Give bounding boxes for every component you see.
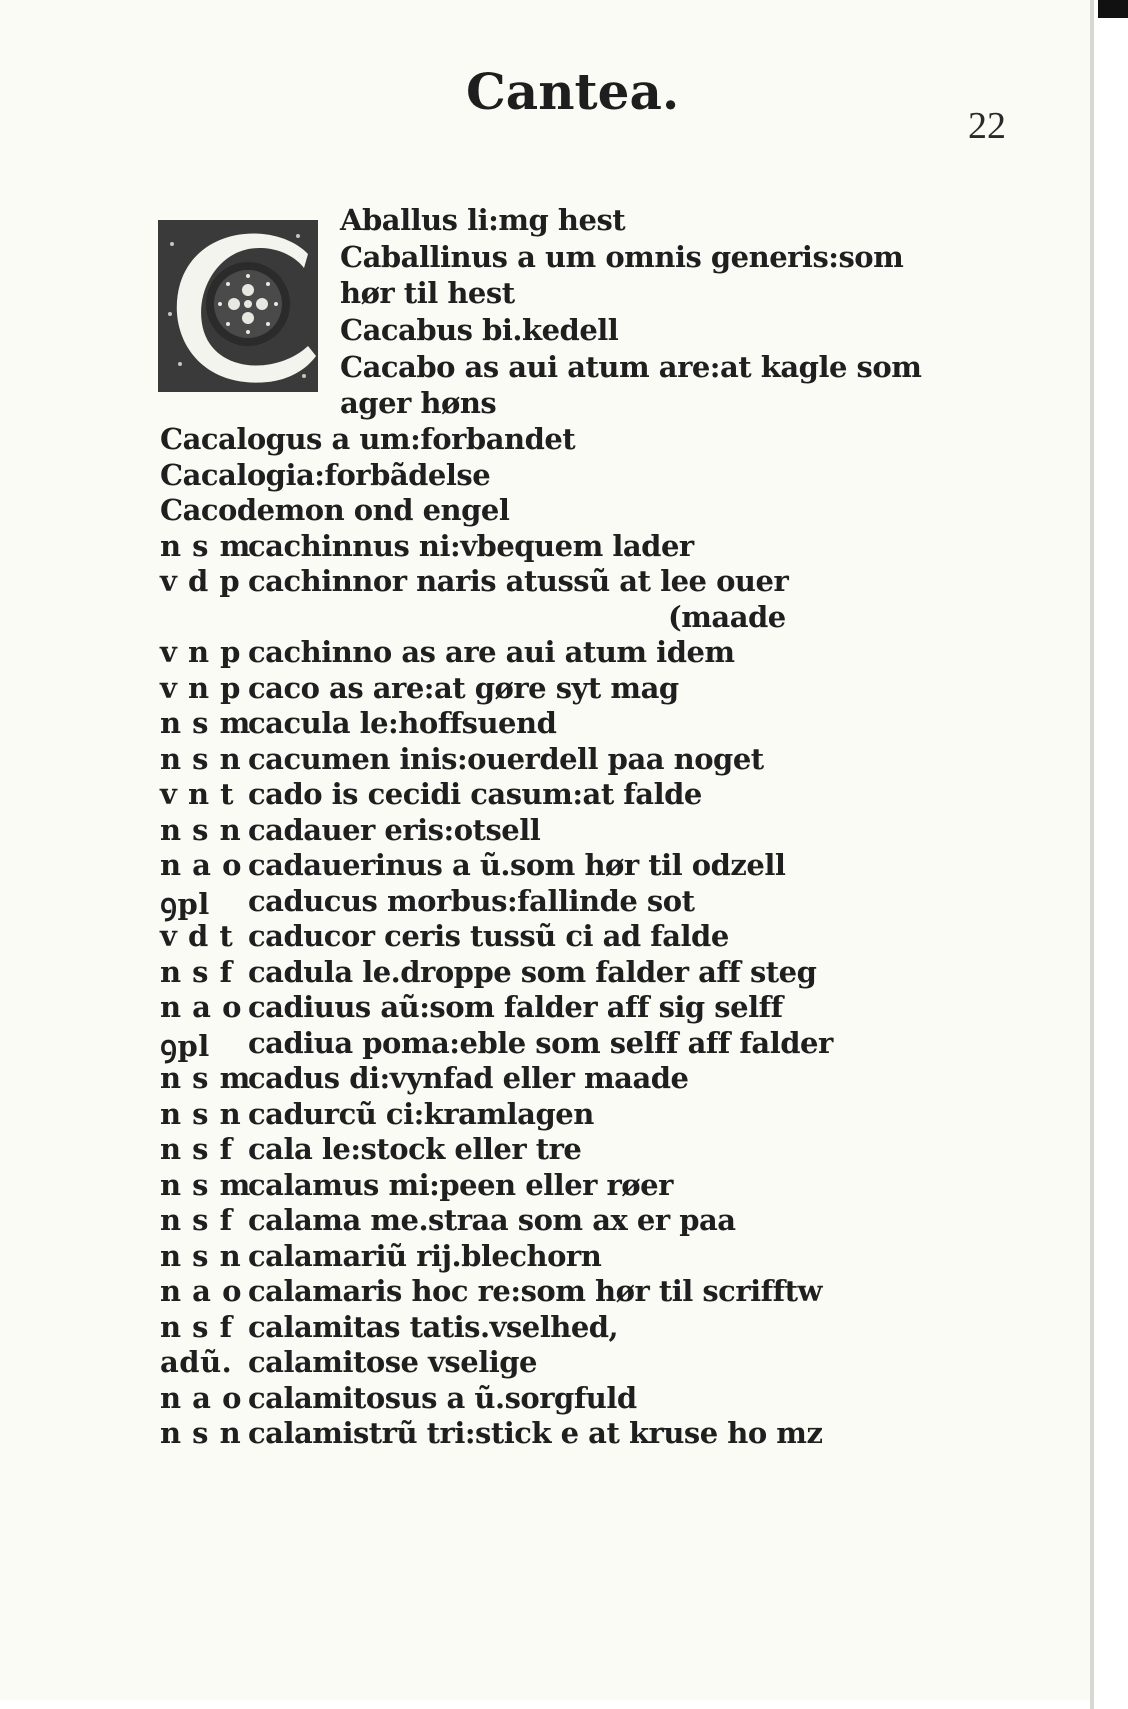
entry-text: calamistrũ tri:stick e at kruse ho mz xyxy=(248,1416,823,1450)
entry-code: n s n xyxy=(160,741,242,776)
entry-code: n s n xyxy=(160,812,242,847)
entry-text: cachinnor naris atussũ at lee ouer xyxy=(248,564,789,598)
entry-text: calamus mi:peen eller røer xyxy=(248,1167,673,1202)
entry-text: Cacalogus a um:forbandet xyxy=(160,422,576,456)
entry-text: cacula le:hoffsuend xyxy=(248,706,557,740)
entry-code: n a o xyxy=(160,1274,242,1308)
entry-text: cadula le.droppe som falder aff steg xyxy=(248,954,817,989)
entry-code: n s m xyxy=(160,1167,251,1202)
entry-text: cado is cecidi casum:at falde xyxy=(248,777,702,811)
page-number: 22 xyxy=(968,105,1006,147)
intro-line: Caballinus a um omnis generis:som xyxy=(340,240,904,274)
entry-code: v d t xyxy=(160,919,234,953)
entry-text: calamitosus a ũ.sorgfuld xyxy=(248,1380,637,1415)
intro-line: Aballus li:mg hest xyxy=(340,203,626,237)
intro-line: hør til hest xyxy=(340,276,515,310)
entry-code: adũ. xyxy=(160,1345,233,1379)
entry-code: v n t xyxy=(160,777,235,811)
entry-code: v d p xyxy=(160,564,241,598)
entry-code: n s f xyxy=(160,1203,233,1237)
scan-border xyxy=(1098,0,1128,18)
intro-line: ager høns xyxy=(340,386,497,420)
entry-text: cadiua poma:eble som selff aff falder xyxy=(248,1025,833,1060)
entry-text: calama me.straa som ax er paa xyxy=(248,1203,736,1237)
entry-code: ꝯpl xyxy=(160,1028,210,1063)
intro-line: Cacabo as aui atum are:at kagle som xyxy=(340,350,922,384)
entry-code: v n p xyxy=(160,635,241,669)
entry-text: cadurcũ ci:kramlagen xyxy=(248,1096,594,1131)
decorated-initial xyxy=(158,214,338,399)
entry-code: v n p xyxy=(160,670,241,705)
entry-code: n a o xyxy=(160,1380,242,1415)
page-edge xyxy=(1090,0,1094,1709)
entry-text: calamitose vselige xyxy=(248,1345,537,1379)
entry-text: cadus di:vynfad eller maade xyxy=(248,1061,689,1095)
entry-text: (maade xyxy=(668,599,786,634)
entry-text: calamariũ rij.blechorn xyxy=(248,1238,602,1273)
entry-code: n s n xyxy=(160,1238,242,1273)
entry-text: caco as are:at gøre syt mag xyxy=(248,670,679,705)
entry-text: cachinnus ni:vbequem lader xyxy=(248,528,694,563)
entry-code: n a o xyxy=(160,848,242,882)
entry-code: ꝯpl xyxy=(160,886,210,921)
entry-text: Cacalogia:forbãdelse xyxy=(160,457,491,492)
entry-code: n s m xyxy=(160,1061,251,1095)
entry-text: cadauer eris:otsell xyxy=(248,812,541,847)
entry-text: cadauerinus a ũ.som hør til odzell xyxy=(248,848,786,882)
entry-code: n s n xyxy=(160,1096,242,1131)
entry-code: n s m xyxy=(160,706,251,740)
entry-code: n s n xyxy=(160,1416,242,1450)
entry-code: n s f xyxy=(160,954,233,989)
intro-line: Cacabus bi.kedell xyxy=(340,313,619,347)
entry-code: n a o xyxy=(160,990,242,1024)
entry-text: calamaris hoc re:som hør til scrifftw xyxy=(248,1274,822,1308)
entry-text: caducor ceris tussũ ci ad falde xyxy=(248,919,729,953)
page-heading: Cantea. xyxy=(466,62,680,121)
entry-code: n s f xyxy=(160,1132,233,1166)
entry-text: calamitas tatis.vselhed, xyxy=(248,1309,619,1344)
entry-text: cadiuus aũ:som falder aff sig selff xyxy=(248,990,783,1024)
entry-text: cacumen inis:ouerdell paa noget xyxy=(248,741,764,776)
entry-text: cachinno as are aui atum idem xyxy=(248,635,735,669)
entry-text: caducus morbus:fallinde sot xyxy=(248,883,695,918)
decorated-initial-c-icon xyxy=(158,214,338,399)
entry-text: Cacodemon ond engel xyxy=(160,493,510,527)
entry-code: n s m xyxy=(160,528,251,563)
entry-code: n s f xyxy=(160,1309,233,1344)
entry-text: cala le:stock eller tre xyxy=(248,1132,582,1166)
